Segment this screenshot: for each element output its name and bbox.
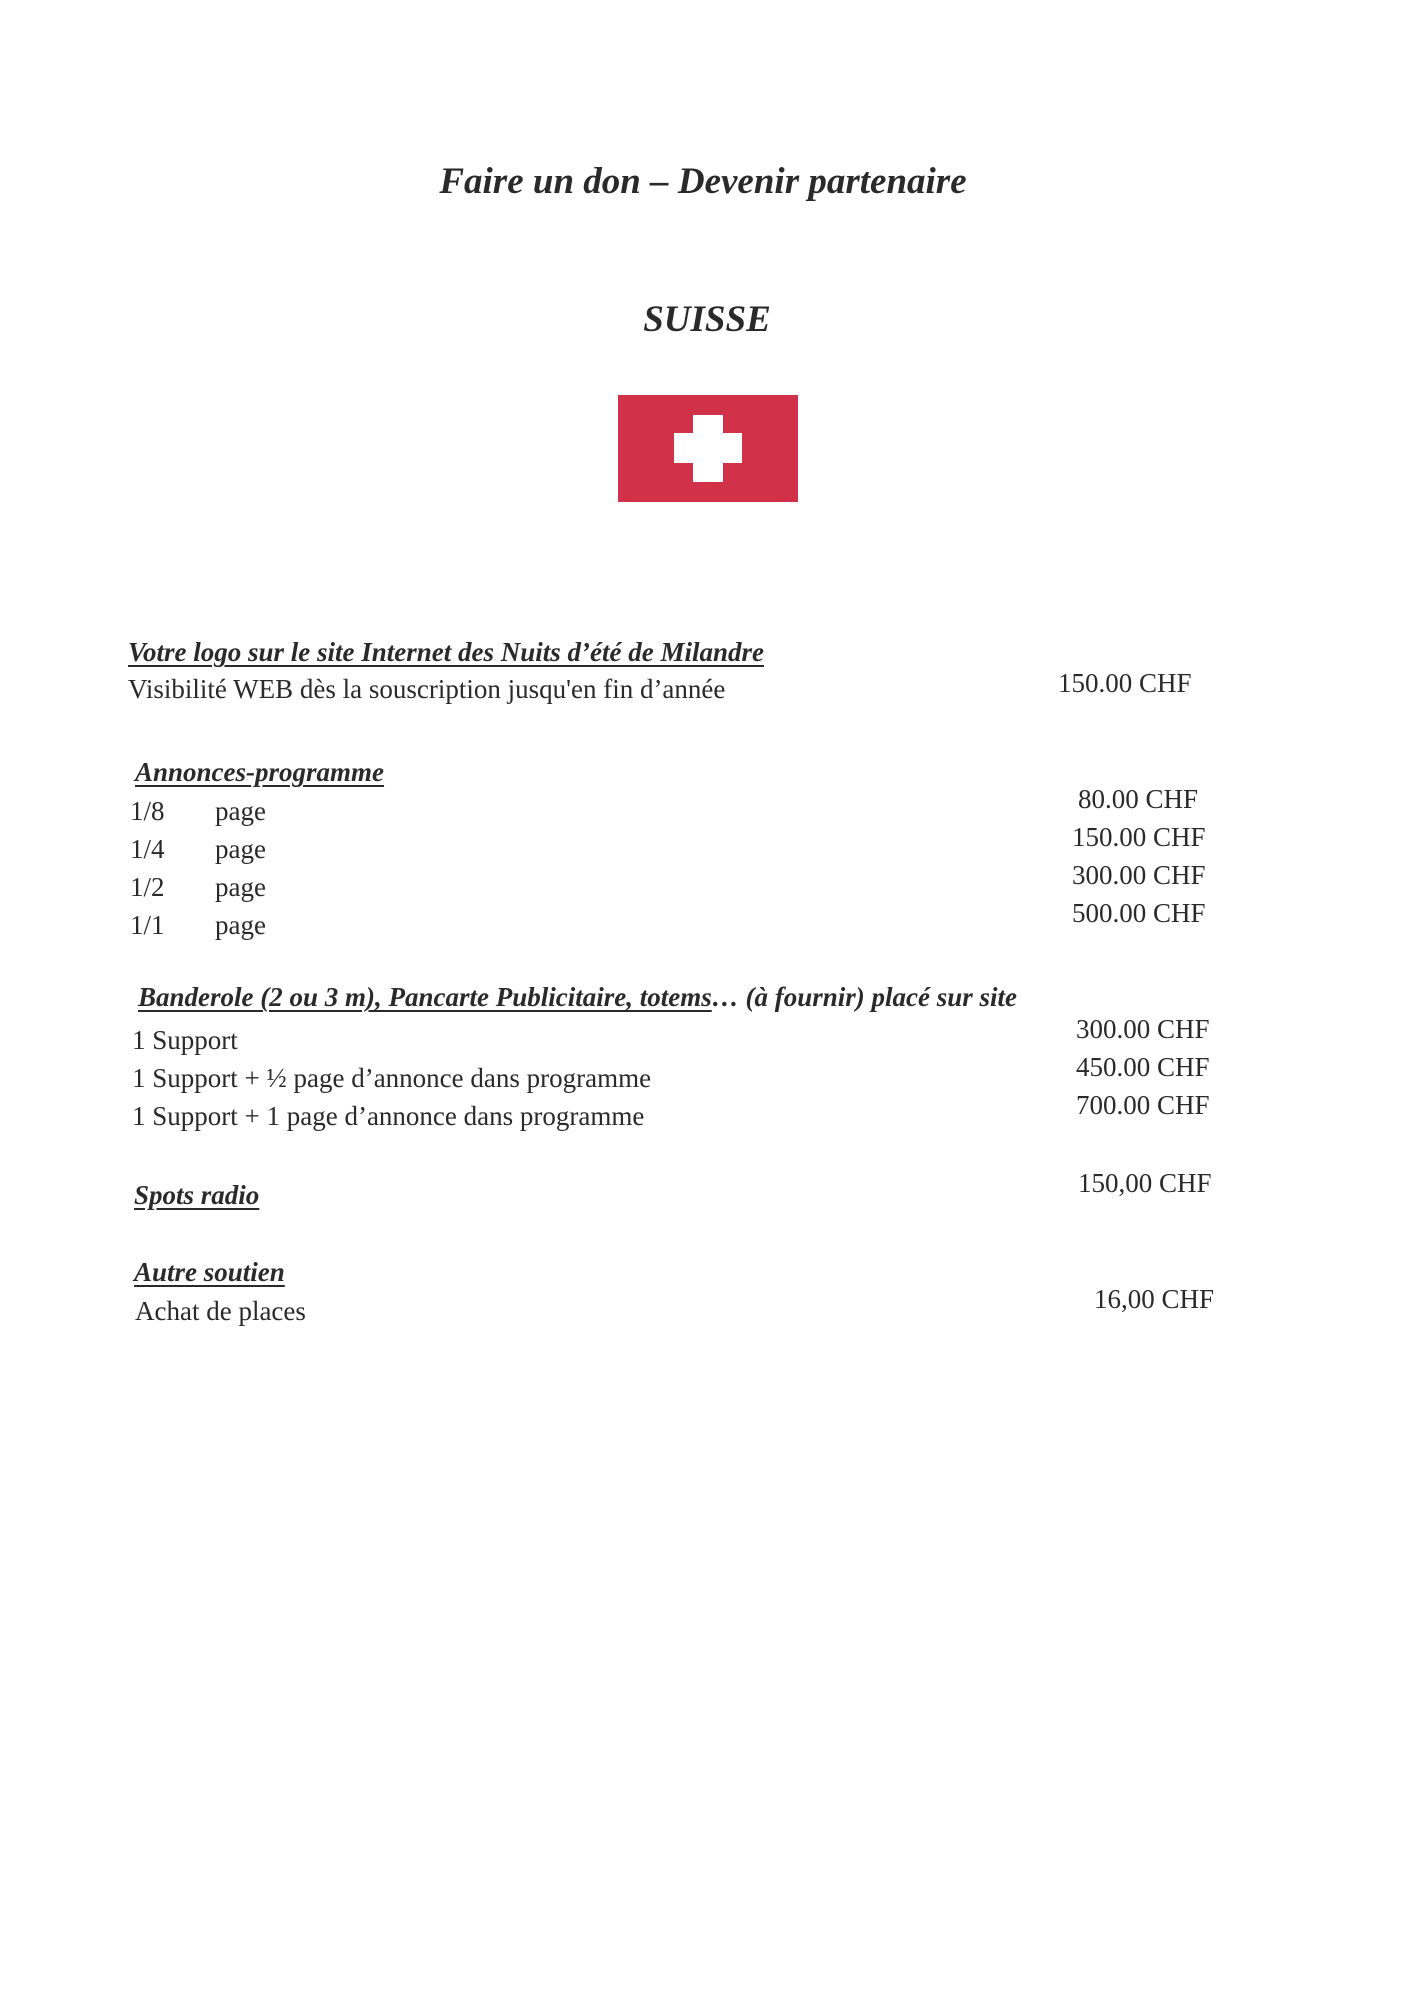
annonce-row	[130, 834, 266, 865]
section-heading-web: Votre logo sur le site Internet des Nuits d’été de Milandre	[128, 637, 765, 667]
flag-cross-horizontal	[674, 433, 742, 463]
banderole-heading-extra: … (à fournir) placé sur site	[711, 982, 1018, 1012]
banderole-item-label: 1 Support + 1 page d’annonce dans programme	[132, 1101, 645, 1131]
banderole-item-label: 1 Support	[132, 1025, 238, 1055]
annonce-fraction: 1/8	[130, 796, 165, 826]
annonce-price: 300.00 CHF	[1072, 860, 1206, 890]
annonce-fraction: 1/4	[130, 834, 165, 864]
annonce-label: page	[215, 910, 266, 940]
page-title	[0, 160, 1414, 203]
banderole-item-price: 700.00 CHF	[1076, 1090, 1210, 1120]
annonce-row	[130, 796, 266, 827]
annonce-price: 500.00 CHF	[1072, 898, 1206, 928]
autre-item-label: Achat de places	[135, 1296, 306, 1326]
annonce-row	[130, 872, 266, 903]
banderole-item-label: 1 Support + ½ page d’annonce dans programme	[132, 1063, 652, 1093]
banderole-item-price: 300.00 CHF	[1076, 1014, 1210, 1044]
autre-item-price: 16,00 CHF	[1094, 1284, 1215, 1314]
annonce-label: page	[215, 796, 266, 826]
annonce-label: page	[215, 834, 266, 864]
section-heading-radio: Spots radio	[134, 1180, 260, 1210]
web-item-label: Visibilité WEB dès la souscription jusqu'en fin d’année	[128, 674, 726, 704]
page-title-text: Faire un don – Devenir partenaire	[439, 161, 967, 202]
swiss-flag-icon	[618, 395, 798, 502]
banderole-heading-underlined: Banderole (2 ou 3 m), Pancarte Publicitaire, totems	[138, 982, 712, 1012]
section-heading-autre: Autre soutien	[134, 1257, 285, 1287]
annonce-price: 80.00 CHF	[1078, 784, 1199, 814]
annonce-price: 150.00 CHF	[1072, 822, 1206, 852]
annonce-row	[130, 910, 266, 941]
section-heading-annonces: Annonces-programme	[135, 757, 385, 787]
section-heading-banderole	[138, 982, 1017, 1013]
web-item-price: 150.00 CHF	[1058, 668, 1192, 698]
banderole-item-price: 450.00 CHF	[1076, 1052, 1210, 1082]
annonce-fraction: 1/2	[130, 872, 165, 902]
radio-price: 150,00 CHF	[1078, 1168, 1212, 1198]
annonce-label: page	[215, 872, 266, 902]
annonce-fraction: 1/1	[130, 910, 165, 940]
country-heading: SUISSE	[643, 299, 771, 340]
